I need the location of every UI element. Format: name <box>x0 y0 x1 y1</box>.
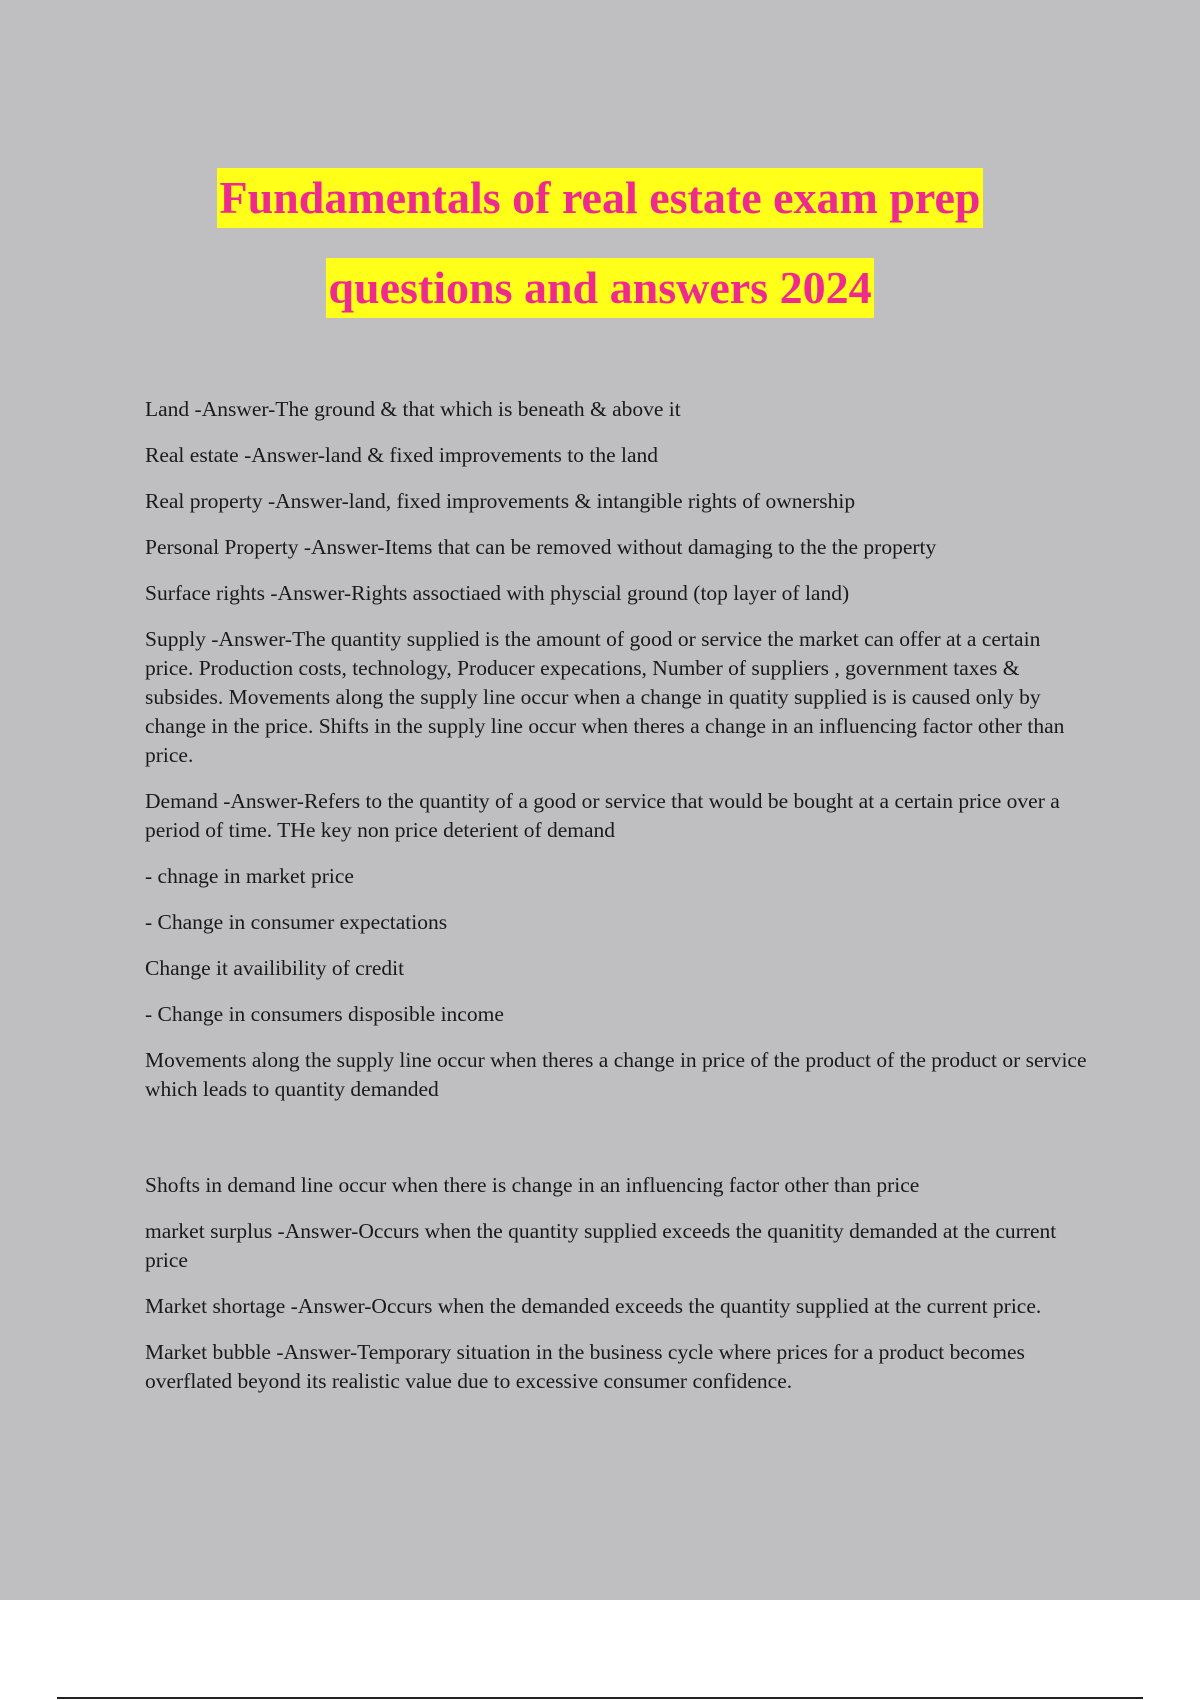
qa-entry-personal-property: Personal Property -Answer-Items that can be removed without damaging to the the property <box>145 535 937 559</box>
demand-factor-item: - chnage in market price <box>145 864 354 888</box>
demand-movements-note: Movements along the supply line occur when theres a change in price of the product of the product or service which leads to quantity demanded <box>145 1048 1087 1101</box>
qa-entry-demand: Demand -Answer-Refers to the quantity of a good or service that would be bought at a certain price over a period of time. THe key non price deterient of demand <box>145 789 1060 842</box>
demand-factor-item: - Change in consumers disposible income <box>145 1002 504 1026</box>
demand-shifts-note: Shofts in demand line occur when there is change in an influencing factor other than price <box>145 1173 920 1197</box>
qa-entry-supply: Supply -Answer-The quantity supplied is the amount of good or service the market can offer at a certain price. Production costs, technology, Producer expecations, Number of suppliers , government taxes & subsides. Movements along the supply line occur when a change in quatity supplied is is caused only by change in the price. Shifts in the supply line occur when theres a change in an influencing factor other than price. <box>145 627 1065 767</box>
qa-entry-market-surplus: market surplus -Answer-Occurs when the quantity supplied exceeds the quanitity demanded at the current price <box>145 1219 1057 1272</box>
qa-entry-surface-rights: Surface rights -Answer-Rights assoctiaed with physcial ground (top layer of land) <box>145 581 850 605</box>
qa-list <box>145 395 1090 1413</box>
paragraph-gap <box>145 1121 1090 1171</box>
qa-entry-market-bubble: Market bubble -Answer-Temporary situation in the business cycle where prices for a product becomes overflated beyond its realistic value due to excessive consumer confidence. <box>145 1340 1025 1393</box>
demand-factor-item: Change it availibility of credit <box>145 956 405 980</box>
document-title <box>0 168 1200 348</box>
demand-factor-item: - Change in consumer expectations <box>145 910 448 934</box>
qa-entry-real-property: Real property -Answer-land, fixed improvements & intangible rights of ownership <box>145 489 856 513</box>
footer-divider <box>57 1697 1143 1699</box>
title-line-2: questions and answers 2024 <box>326 258 873 318</box>
title-line-1: Fundamentals of real estate exam prep <box>217 168 982 228</box>
qa-entry-land: Land -Answer-The ground & that which is beneath & above it <box>145 397 681 421</box>
qa-entry-market-shortage: Market shortage -Answer-Occurs when the demanded exceeds the quantity supplied at the current price. <box>145 1294 1042 1318</box>
qa-entry-real-estate: Real estate -Answer-land & fixed improvements to the land <box>145 443 659 467</box>
